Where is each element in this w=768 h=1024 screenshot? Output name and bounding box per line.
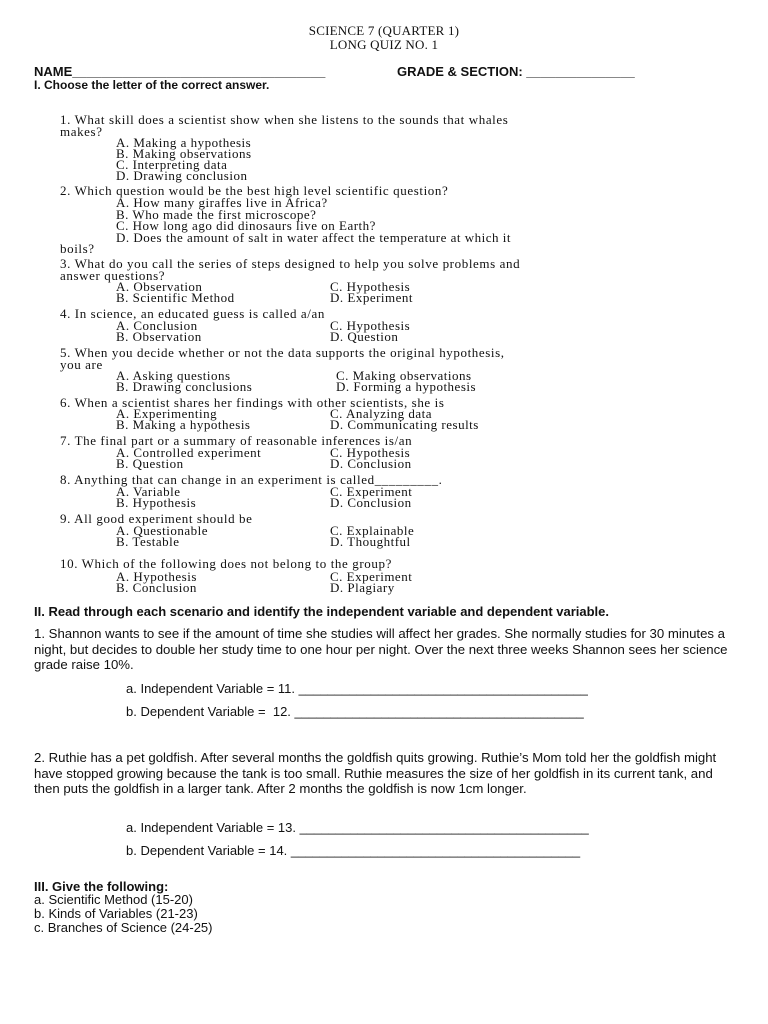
option: C. How long ago did dinosaurs live on Earth?	[116, 218, 376, 233]
question-5: 5. When you decide whether or not the data supports the original hypothesis,	[60, 345, 505, 360]
option: A. Observation	[116, 279, 203, 294]
option: B. Scientific Method	[116, 290, 235, 305]
option: B. Testable	[116, 534, 180, 549]
independent-variable-13[interactable]: a. Independent Variable = 13. ________________________________________	[126, 820, 589, 835]
option: A. Controlled experiment	[116, 445, 262, 460]
option: D. Experiment	[330, 290, 414, 305]
question-8: 8. Anything that can change in an experiment is called_________.	[60, 472, 443, 487]
question-1: 1. What skill does a scientist show when she listens to the sounds that whales	[60, 112, 509, 127]
dependent-variable-14[interactable]: b. Dependent Variable = 14. ________________________________________	[126, 843, 581, 858]
option: A. Variable	[116, 484, 181, 499]
question-7: 7. The final part or a summary of reasonable inferences is/an	[60, 433, 413, 448]
quiz-title: SCIENCE 7 (QUARTER 1)	[308, 23, 460, 38]
option: B. Hypothesis	[116, 495, 197, 510]
question-3: 3. What do you call the series of steps designed to help you solve problems and	[60, 256, 521, 271]
option: D. Conclusion	[330, 456, 412, 471]
option: C. Interpreting data	[116, 157, 228, 172]
quiz-subtitle: LONG QUIZ NO. 1	[329, 37, 439, 52]
option: C. Experiment	[330, 484, 413, 499]
option: D. Communicating results	[330, 417, 479, 432]
part3-heading: III. Give the following:	[34, 879, 169, 894]
dependent-variable-12[interactable]: b. Dependent Variable = 12. ________________________________________	[126, 704, 584, 719]
option: B. Conclusion	[116, 580, 197, 595]
option: A. Making a hypothesis	[116, 135, 252, 150]
option: C. Making observations	[336, 368, 472, 383]
option: D. Thoughtful	[330, 534, 411, 549]
option: D. Drawing conclusion	[116, 168, 248, 183]
option: B. Observation	[116, 329, 202, 344]
option: A. Conclusion	[116, 318, 198, 333]
question-2-cont: boils?	[60, 241, 95, 256]
question-1-cont: makes?	[60, 124, 103, 139]
option: C. Hypothesis	[330, 318, 411, 333]
option: C. Hypothesis	[330, 279, 411, 294]
part1-heading: I. Choose the letter of the correct answer.	[34, 78, 270, 92]
question-3-cont: answer questions?	[60, 268, 166, 283]
question-10: 10. Which of the following does not belong to the group?	[60, 556, 392, 571]
option: B. Drawing conclusions	[116, 379, 253, 394]
part3-item-kinds-of-variables: b. Kinds of Variables (21-23)	[34, 906, 198, 921]
option: B. Making observations	[116, 146, 252, 161]
option: C. Analyzing data	[330, 406, 433, 421]
part2-heading: II. Read through each scenario and identify the independent variable and dependent variable.	[34, 604, 610, 619]
option: B. Question	[116, 456, 184, 471]
option: A. Experimenting	[116, 406, 218, 421]
question-5-cont: you are	[60, 357, 103, 372]
scenario-1-text: 1. Shannon wants to see if the amount of time she studies will affect her grades. She normally studies for 30 minutes a night, but decides to double her study time to one hour per night. Over the next three weeks Shannon sees her science grade raise 10%.	[34, 626, 728, 672]
scenario-2-text: 2. Ruthie has a pet goldfish. After several months the goldfish quits growing. Ruthie’s Mom told her the goldfish might have stopped growing because the tank is too small. Ruthie measures the size of her goldfish in its current tank, and then puts the goldfish in a larger tank. After 2 months the goldfish is now 1cm longer.	[34, 750, 717, 796]
independent-variable-11[interactable]: a. Independent Variable = 11. ________________________________________	[126, 681, 588, 696]
grade-section-field[interactable]: GRADE & SECTION: _______________	[397, 64, 635, 79]
option: D. Conclusion	[330, 495, 412, 510]
option: D. Plagiary	[330, 580, 395, 595]
part3-item-scientific-method: a. Scientific Method (15-20)	[34, 892, 193, 907]
option: C. Experiment	[330, 569, 413, 584]
option: C. Explainable	[330, 523, 415, 538]
option: D. Question	[330, 329, 399, 344]
part3-item-branches-of-science: c. Branches of Science (24-25)	[34, 920, 213, 935]
name-field[interactable]: NAME___________________________________	[34, 64, 326, 79]
option: B. Who made the first microscope?	[116, 207, 317, 222]
option: C. Hypothesis	[330, 445, 411, 460]
option: D. Does the amount of salt in water affect the temperature at which it	[116, 230, 512, 245]
option: B. Making a hypothesis	[116, 417, 251, 432]
question-2: 2. Which question would be the best high level scientific question?	[60, 183, 449, 198]
option: A. Hypothesis	[116, 569, 197, 584]
option: D. Forming a hypothesis	[336, 379, 477, 394]
question-9: 9. All good experiment should be	[60, 511, 253, 526]
option: A. Questionable	[116, 523, 208, 538]
question-4: 4. In science, an educated guess is called a/an	[60, 306, 325, 321]
option: A. How many giraffes live in Africa?	[116, 195, 328, 210]
question-6: 6. When a scientist shares her findings with other scientists, she is	[60, 395, 445, 410]
option: A. Asking questions	[116, 368, 231, 383]
